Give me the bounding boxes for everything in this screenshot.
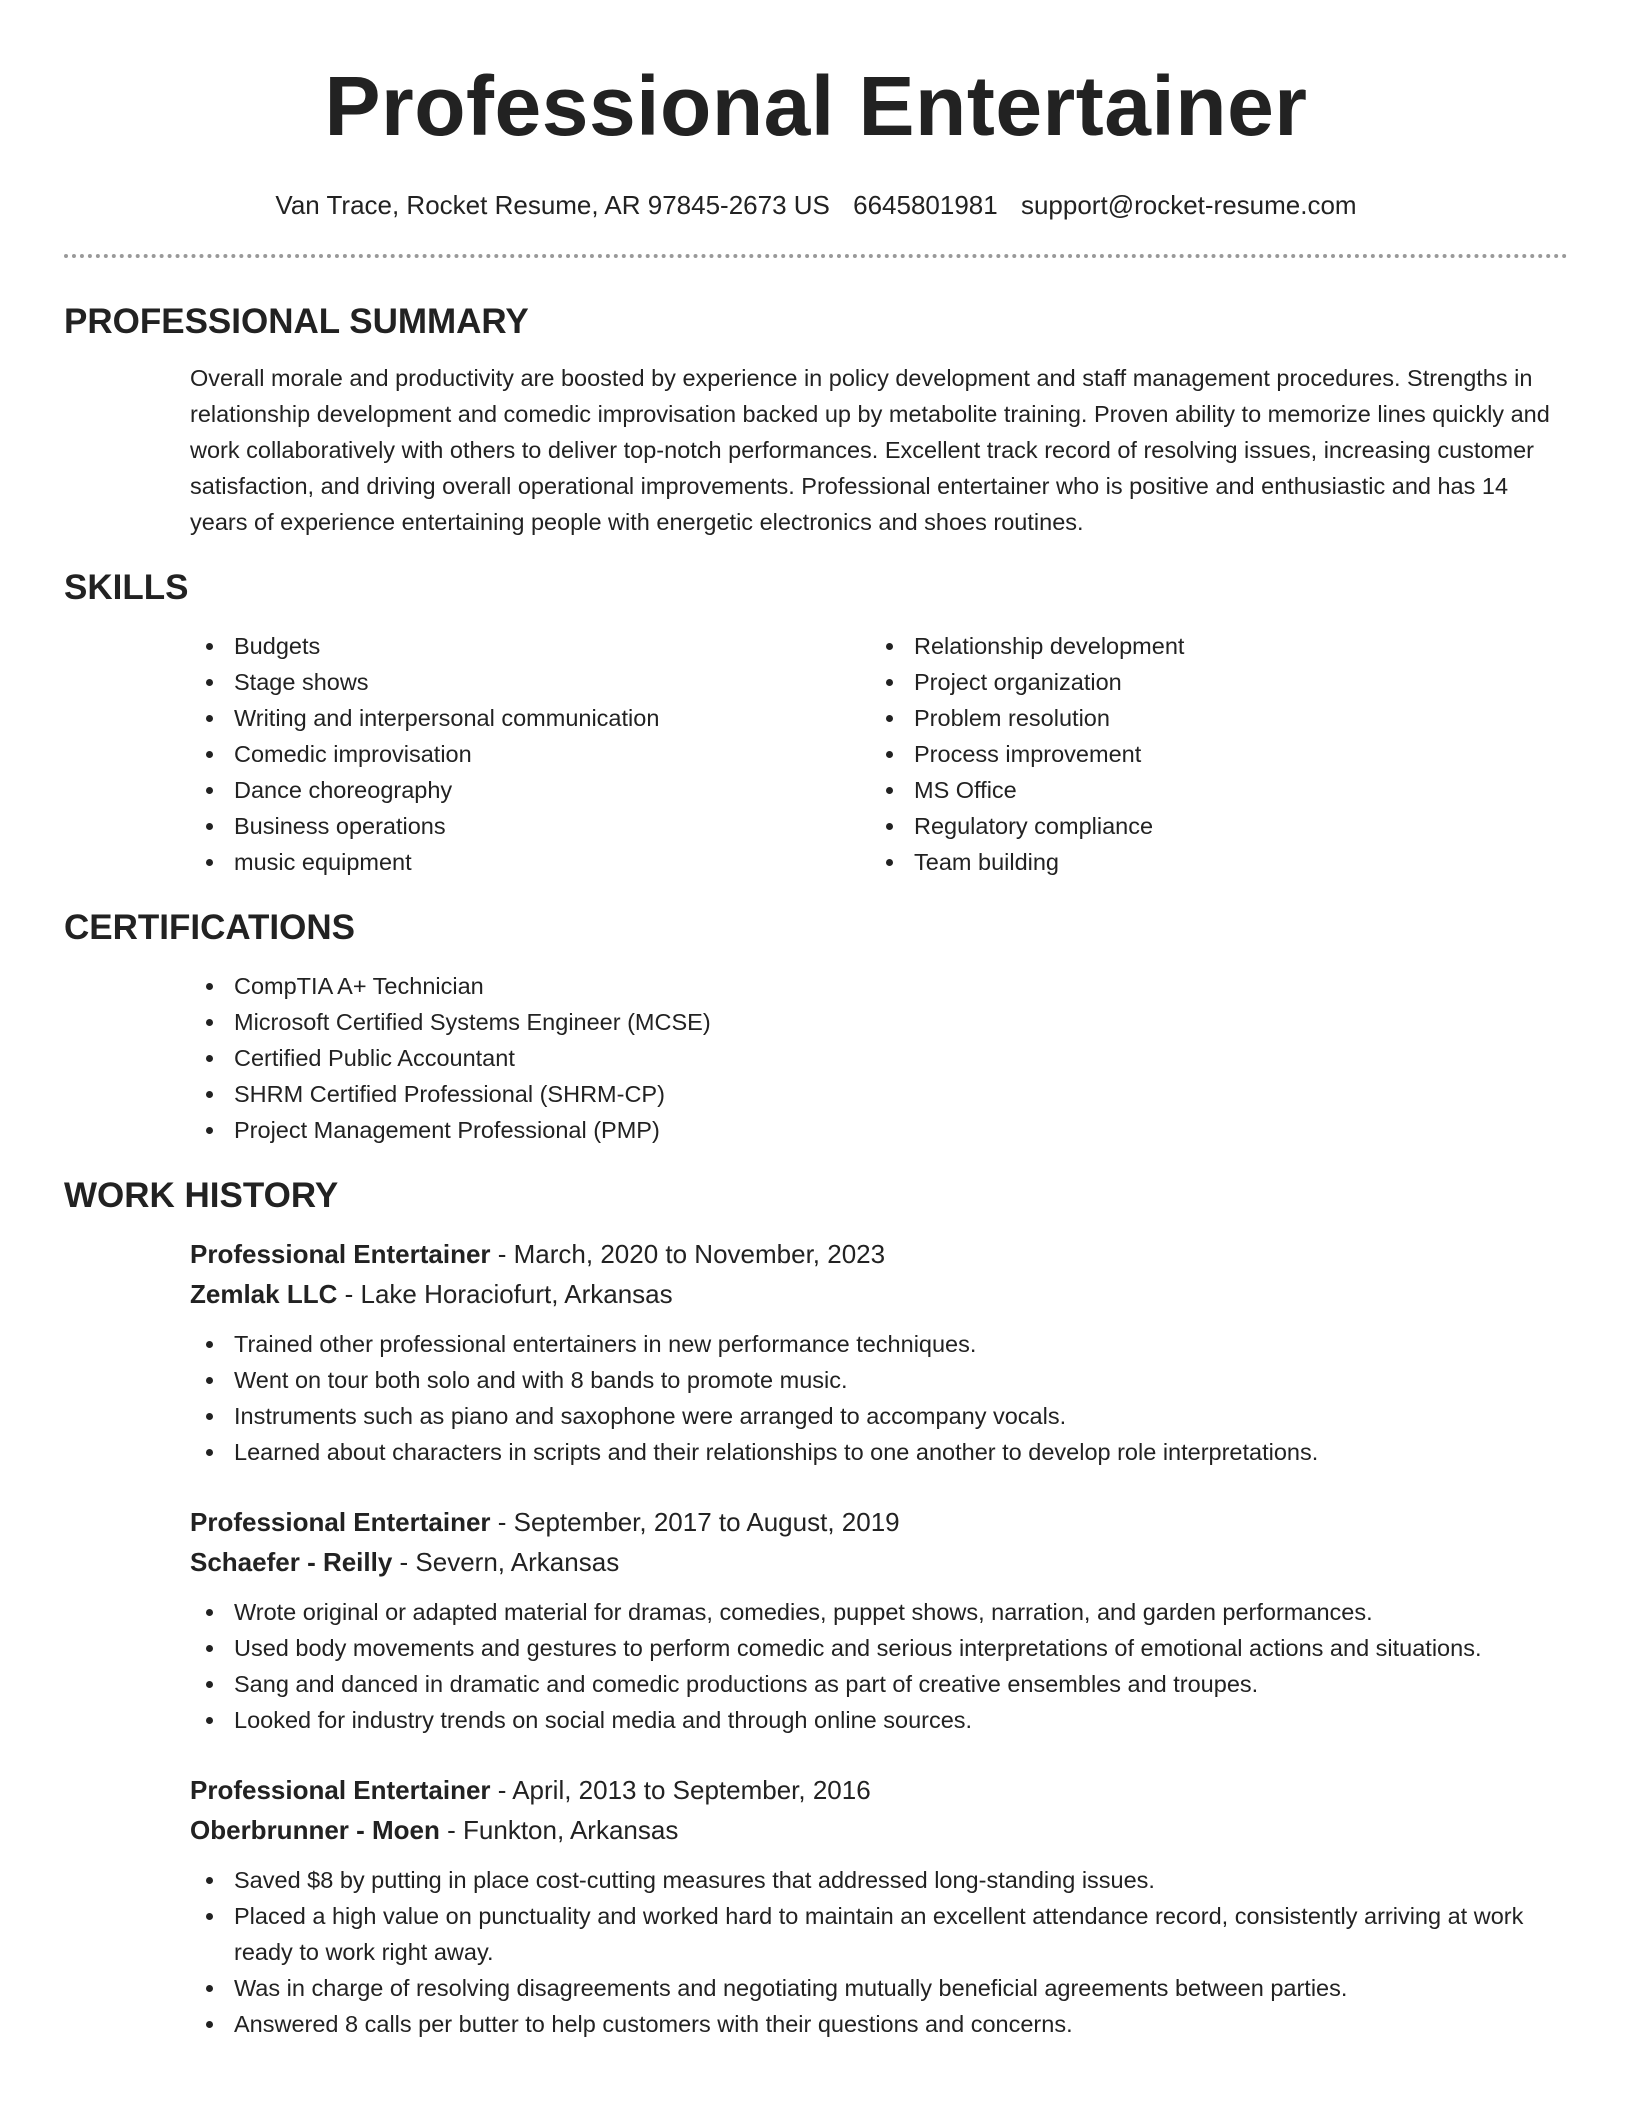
job-duty	[190, 1434, 1568, 1470]
resume-name: Professional Entertainer	[324, 59, 1308, 153]
skill-item	[870, 844, 1550, 880]
bullet-icon	[886, 823, 893, 830]
skills-heading: SKILLS	[64, 568, 189, 607]
bullet-icon	[206, 643, 213, 650]
certification-item	[190, 968, 1568, 1004]
job-title: Professional Entertainer	[190, 1239, 491, 1269]
certification-item	[190, 1112, 1568, 1148]
certification-item	[190, 1076, 1568, 1112]
job-company-line	[190, 1810, 1568, 1850]
job-duty-text: Sang and danced in dramatic and comedic productions as part of creative ensembles and troupes.	[234, 1671, 1259, 1697]
job-title-line	[190, 1770, 1568, 1810]
skill-item	[190, 628, 870, 664]
job-duty	[190, 1862, 1568, 1898]
skill-label: music equipment	[234, 849, 412, 875]
job-duty-text: Trained other professional entertainers in new performance techniques.	[234, 1331, 977, 1357]
skill-label: Stage shows	[234, 669, 369, 695]
bullet-icon	[886, 859, 893, 866]
job-duty-text: Went on tour both solo and with 8 bands to promote music.	[234, 1367, 848, 1393]
bullet-icon	[206, 1449, 213, 1456]
job-duties	[190, 1326, 1568, 1470]
contact-phone: 6645801981	[853, 190, 998, 220]
job-duty-text: Wrote original or adapted material for dramas, comedies, puppet shows, narration, and garden performances.	[234, 1599, 1373, 1625]
job-company: Zemlak LLC	[190, 1279, 338, 1309]
skill-item	[190, 808, 870, 844]
skill-label: Project organization	[914, 669, 1122, 695]
skill-item	[870, 628, 1550, 664]
job-title: Professional Entertainer	[190, 1507, 491, 1537]
bullet-icon	[886, 715, 893, 722]
job-title-line	[190, 1234, 1568, 1274]
bullet-icon	[206, 1127, 213, 1134]
job-company: Schaefer - Reilly	[190, 1547, 393, 1577]
bullet-icon	[886, 679, 893, 686]
skill-item	[190, 664, 870, 700]
skill-item	[870, 664, 1550, 700]
bullet-icon	[206, 1985, 213, 1992]
certification-label: Microsoft Certified Systems Engineer (MCSE)	[234, 1009, 711, 1035]
bullet-icon	[206, 859, 213, 866]
skill-label: Business operations	[234, 813, 446, 839]
summary-text: Overall morale and productivity are boosted by experience in policy development and staff management procedures. Strengths in relationship development and comedic improvisation backed up by metabolite training. Proven ability to memorize lines quickly and work collaboratively with others to deliver top-notch performances. Excellent track record of resolving issues, increasing customer satisfaction, and driving overall operational improvements. Professional entertainer who is positive and enthusiastic and has 14 years of experience entertaining people with energetic electronics and shoes routines.	[190, 365, 1550, 535]
bullet-icon	[206, 1341, 213, 1348]
skills-grid	[190, 628, 1568, 880]
bullet-icon	[206, 679, 213, 686]
certification-item	[190, 1040, 1568, 1076]
job-duty	[190, 2006, 1568, 2042]
certifications-body	[190, 968, 1568, 1148]
job-duty-text: Used body movements and gestures to perform comedic and serious interpretations of emotional actions and situations.	[234, 1635, 1482, 1661]
job-entry	[190, 1234, 1568, 1470]
bullet-icon	[206, 1377, 213, 1384]
bullet-icon	[206, 1681, 213, 1688]
job-duty-text: Looked for industry trends on social media and through online sources.	[234, 1707, 973, 1733]
work-history-heading: WORK HISTORY	[64, 1176, 339, 1215]
skill-label: Regulatory compliance	[914, 813, 1154, 839]
job-duty-text: Answered 8 calls per butter to help customers with their questions and concerns.	[234, 2011, 1073, 2037]
skill-label: Writing and interpersonal communication	[234, 705, 660, 731]
job-duty	[190, 1630, 1568, 1666]
certification-label: Certified Public Accountant	[234, 1045, 515, 1071]
skill-label: MS Office	[914, 777, 1017, 803]
job-company-line	[190, 1274, 1568, 1314]
job-duty	[190, 1666, 1568, 1702]
job-duty-text: Instruments such as piano and saxophone were arranged to accompany vocals.	[234, 1403, 1067, 1429]
bullet-icon	[206, 1717, 213, 1724]
job-duty	[190, 1970, 1568, 2006]
bullet-icon	[206, 823, 213, 830]
job-dates: - March, 2020 to November, 2023	[490, 1239, 886, 1269]
summary-section	[64, 302, 1568, 540]
bullet-icon	[206, 1091, 213, 1098]
skill-label: Team building	[914, 849, 1060, 875]
certifications-section	[64, 908, 1568, 1148]
skill-item	[870, 772, 1550, 808]
job-duty	[190, 1398, 1568, 1434]
certification-label: Project Management Professional (PMP)	[234, 1117, 660, 1143]
contact-address: Van Trace, Rocket Resume, AR 97845-2673 US	[275, 190, 830, 220]
contact-email: support@rocket-resume.com	[1020, 190, 1357, 220]
bullet-icon	[886, 643, 893, 650]
skills-section	[64, 568, 1568, 880]
job-duties	[190, 1594, 1568, 1738]
header-divider	[64, 254, 1568, 258]
summary-body	[190, 360, 1568, 540]
bullet-icon	[206, 1055, 213, 1062]
bullet-icon	[206, 715, 213, 722]
bullet-icon	[206, 1609, 213, 1616]
certifications-list	[190, 968, 1568, 1148]
bullet-icon	[206, 751, 213, 758]
bullet-icon	[206, 1877, 213, 1884]
skills-list-right	[870, 628, 1550, 880]
skill-label: Budgets	[234, 633, 321, 659]
job-duty	[190, 1362, 1568, 1398]
skills-list-left	[190, 628, 870, 880]
skill-label: Relationship development	[914, 633, 1185, 659]
bullet-icon	[206, 2021, 213, 2028]
certification-label: CompTIA A+ Technician	[234, 973, 484, 999]
job-entry	[190, 1502, 1568, 1738]
bullet-icon	[886, 751, 893, 758]
job-duty	[190, 1594, 1568, 1630]
job-duty-text: Placed a high value on punctuality and worked hard to maintain an excellent attendance record, consistently arriving at work ready to work right away.	[234, 1903, 1524, 1965]
bullet-icon	[206, 1413, 213, 1420]
job-title-line	[190, 1502, 1568, 1542]
skill-item	[190, 844, 870, 880]
job-duty-text: Learned about characters in scripts and their relationships to one another to develop role interpretations.	[234, 1439, 1319, 1465]
job-duty	[190, 1326, 1568, 1362]
job-duty	[190, 1702, 1568, 1738]
skill-item	[190, 700, 870, 736]
job-location: - Severn, Arkansas	[392, 1547, 620, 1577]
summary-heading: PROFESSIONAL SUMMARY	[64, 302, 529, 341]
bullet-icon	[206, 1019, 213, 1026]
bullet-icon	[206, 787, 213, 794]
contact-line	[64, 190, 1568, 220]
job-duty-text: Saved $8 by putting in place cost-cutting measures that addressed long-standing issues.	[234, 1867, 1155, 1893]
skill-item	[870, 736, 1550, 772]
skill-item	[870, 700, 1550, 736]
job-dates: - April, 2013 to September, 2016	[490, 1775, 871, 1805]
bullet-icon	[206, 983, 213, 990]
job-location: - Funkton, Arkansas	[439, 1815, 679, 1845]
bullet-icon	[206, 1913, 213, 1920]
job-duty	[190, 1898, 1568, 1970]
skill-label: Process improvement	[914, 741, 1142, 767]
job-title: Professional Entertainer	[190, 1775, 491, 1805]
bullet-icon	[206, 1645, 213, 1652]
job-company-line	[190, 1542, 1568, 1582]
certification-item	[190, 1004, 1568, 1040]
work-history-section	[64, 1176, 1568, 2042]
job-company: Oberbrunner - Moen	[190, 1815, 440, 1845]
certifications-heading: CERTIFICATIONS	[64, 908, 356, 947]
skill-item	[870, 808, 1550, 844]
bullet-icon	[886, 787, 893, 794]
job-entry	[190, 1770, 1568, 2042]
skill-item	[190, 736, 870, 772]
job-duties	[190, 1862, 1568, 2042]
skill-item	[190, 772, 870, 808]
skill-label: Dance choreography	[234, 777, 453, 803]
job-duty-text: Was in charge of resolving disagreements and negotiating mutually beneficial agreements between parties.	[234, 1975, 1348, 2001]
job-location: - Lake Horaciofurt, Arkansas	[337, 1279, 673, 1309]
skill-label: Problem resolution	[914, 705, 1110, 731]
job-dates: - September, 2017 to August, 2019	[490, 1507, 900, 1537]
skill-label: Comedic improvisation	[234, 741, 472, 767]
certification-label: SHRM Certified Professional (SHRM-CP)	[234, 1081, 665, 1107]
